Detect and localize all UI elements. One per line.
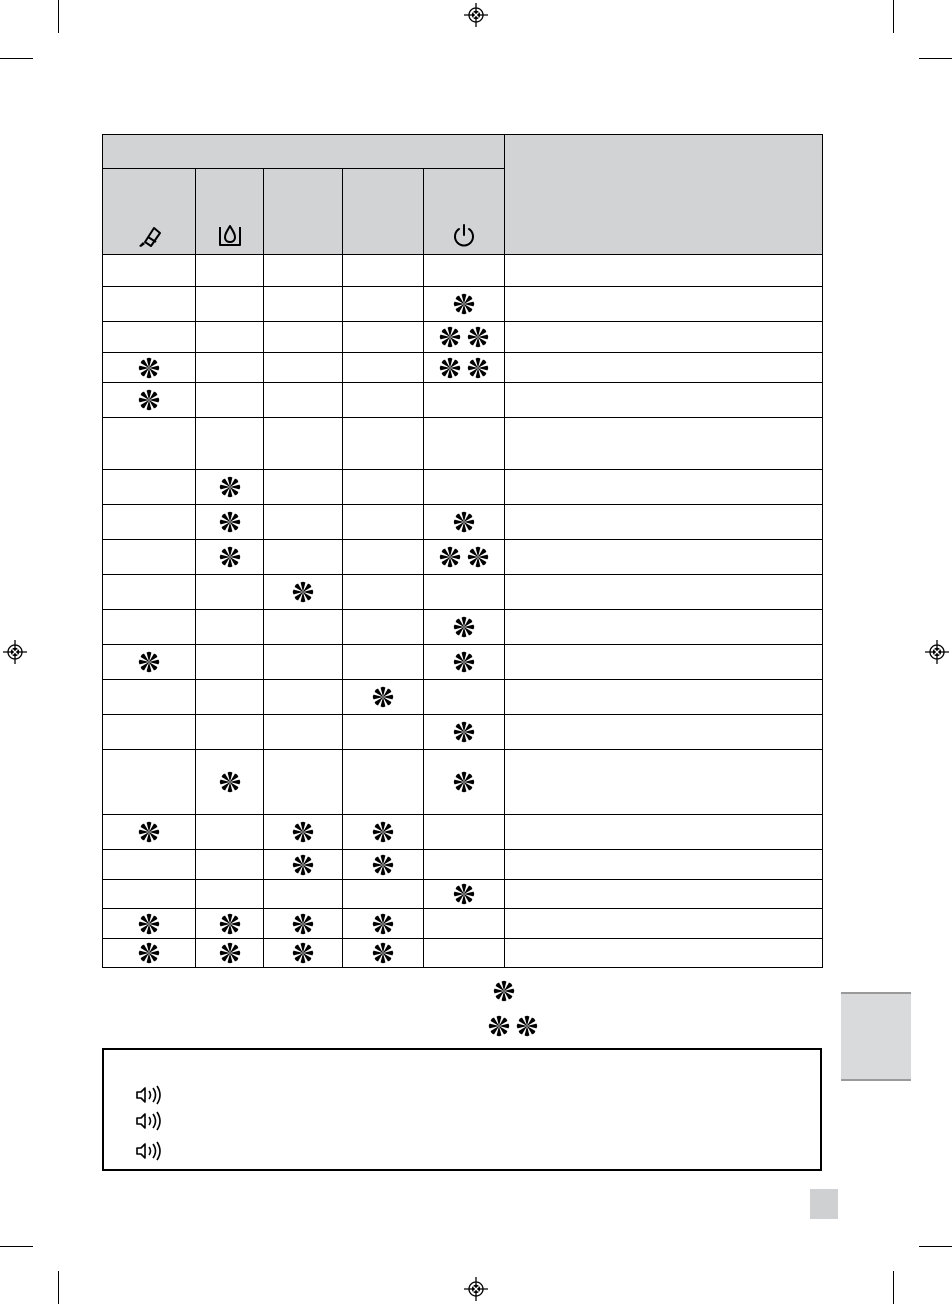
blink-asterisk-icon	[137, 650, 161, 674]
blink-asterisk-icon	[452, 650, 476, 674]
blink-asterisk-icon	[371, 941, 395, 965]
indicator-cell	[424, 470, 505, 505]
indicator-cell	[103, 909, 196, 939]
indicator-cell	[103, 383, 196, 418]
crop-mark	[58, 0, 59, 33]
table-row	[103, 255, 823, 287]
indicator-cell	[264, 680, 343, 715]
indicator-cell	[424, 680, 505, 715]
blink-asterisk-icon	[371, 912, 395, 936]
blink-asterisk-icon	[466, 356, 490, 380]
indicator-cell	[264, 540, 343, 575]
blink-asterisk-icon	[452, 720, 476, 744]
indicator-cell	[196, 470, 264, 505]
table-row	[103, 750, 823, 815]
indicator-cell	[103, 610, 196, 645]
page-number-box	[810, 1189, 838, 1219]
indicator-cell	[343, 750, 424, 815]
blink-asterisk-icon	[515, 1014, 539, 1038]
description-cell	[505, 610, 823, 645]
description-cell	[505, 505, 823, 540]
table-row	[103, 715, 823, 750]
blink-asterisk-icon	[452, 615, 476, 639]
description-cell	[505, 418, 823, 470]
blink-asterisk-icon	[137, 912, 161, 936]
registration-mark-icon	[925, 640, 949, 664]
indicator-cell	[196, 645, 264, 680]
indicator-cell	[424, 909, 505, 939]
blink-asterisk-icon	[137, 388, 161, 412]
table-row	[103, 815, 823, 850]
indicator-cell	[343, 255, 424, 287]
indicator-cell	[343, 715, 424, 750]
indicator-cell	[343, 418, 424, 470]
description-cell	[505, 880, 823, 909]
description-cell	[505, 470, 823, 505]
eraser-icon	[136, 222, 162, 248]
indicator-cell	[196, 255, 264, 287]
indicator-cell	[264, 505, 343, 540]
speaker-icon	[134, 1109, 164, 1133]
blink-asterisk-icon	[452, 770, 476, 794]
indicator-cell	[343, 645, 424, 680]
indicator-cell	[343, 353, 424, 383]
indicator-cell	[264, 470, 343, 505]
blink-asterisk-icon	[492, 979, 516, 1003]
indicator-cell	[264, 610, 343, 645]
indicator-cell	[424, 575, 505, 610]
indicator-cell	[424, 645, 505, 680]
indicator-cell	[264, 715, 343, 750]
table-row	[103, 322, 823, 353]
blink-asterisk-icon	[466, 325, 490, 349]
indicator-cell	[343, 322, 424, 353]
blink-asterisk-icon	[452, 292, 476, 316]
table-row	[103, 353, 823, 383]
description-cell	[505, 815, 823, 850]
indicator-cell	[196, 909, 264, 939]
indicator-cell	[424, 939, 505, 968]
blink-asterisk-icon	[291, 820, 315, 844]
indicator-cell	[196, 383, 264, 418]
indicator-cell	[103, 815, 196, 850]
indicator-cell	[424, 715, 505, 750]
indicator-cell	[196, 750, 264, 815]
crop-mark	[0, 1246, 33, 1247]
description-cell	[505, 909, 823, 939]
table-row	[103, 880, 823, 909]
legend-double-blink	[485, 1014, 541, 1038]
indicator-cell	[196, 850, 264, 880]
indicator-cell	[264, 815, 343, 850]
indicator-cell	[264, 939, 343, 968]
indicator-cell	[103, 880, 196, 909]
indicator-cell	[343, 815, 424, 850]
table-row	[103, 610, 823, 645]
description-cell	[505, 255, 823, 287]
water-drop-icon	[217, 222, 243, 248]
indicator-cell	[196, 353, 264, 383]
blink-asterisk-icon	[466, 545, 490, 569]
indicator-cell	[196, 939, 264, 968]
note-box	[102, 1048, 822, 1171]
header-col3-cell	[264, 169, 343, 255]
indicator-cell	[196, 418, 264, 470]
table-row	[103, 540, 823, 575]
indicator-cell	[343, 470, 424, 505]
indicator-cell	[196, 680, 264, 715]
description-cell	[505, 939, 823, 968]
indicator-cell	[103, 470, 196, 505]
table-row	[103, 909, 823, 939]
speaker-icon	[134, 1083, 164, 1107]
header-col4-cell	[343, 169, 424, 255]
indicator-cell	[343, 680, 424, 715]
indicator-cell	[343, 909, 424, 939]
indicator-cell	[424, 353, 505, 383]
indicator-cell	[103, 322, 196, 353]
blink-asterisk-icon	[371, 853, 395, 877]
indicator-cell	[264, 255, 343, 287]
indicator-cell	[424, 610, 505, 645]
description-cell	[505, 383, 823, 418]
blink-asterisk-icon	[218, 912, 242, 936]
indicator-cell	[103, 540, 196, 575]
table-row	[103, 680, 823, 715]
indicator-cell	[424, 815, 505, 850]
description-cell	[505, 575, 823, 610]
blink-asterisk-icon	[438, 356, 462, 380]
power-icon	[451, 222, 477, 248]
indicator-cell	[424, 383, 505, 418]
header-description-cell	[505, 135, 823, 255]
indicator-cell	[424, 540, 505, 575]
table-row	[103, 939, 823, 968]
indicator-cell	[196, 322, 264, 353]
indicator-cell	[424, 322, 505, 353]
indicator-cell	[103, 850, 196, 880]
indicator-cell	[343, 505, 424, 540]
blink-asterisk-icon	[137, 941, 161, 965]
indicator-cell	[196, 715, 264, 750]
table-row	[103, 418, 823, 470]
indicator-cell	[424, 750, 505, 815]
blink-asterisk-icon	[452, 510, 476, 534]
indicator-cell	[264, 880, 343, 909]
indicator-cell	[264, 850, 343, 880]
indicator-cell	[264, 322, 343, 353]
blink-asterisk-icon	[218, 770, 242, 794]
crop-mark	[919, 1246, 952, 1247]
table-row	[103, 287, 823, 322]
blink-asterisk-icon	[291, 912, 315, 936]
table-row	[103, 505, 823, 540]
table-row	[103, 850, 823, 880]
indicator-cell	[196, 287, 264, 322]
indicator-cell	[424, 418, 505, 470]
indicator-cell	[103, 750, 196, 815]
description-cell	[505, 715, 823, 750]
registration-mark-icon	[464, 3, 488, 27]
blink-asterisk-icon	[218, 545, 242, 569]
indicator-cell	[424, 880, 505, 909]
header-water-cell	[196, 169, 264, 255]
indicator-cell	[343, 850, 424, 880]
blink-asterisk-icon	[291, 853, 315, 877]
indicator-cell	[103, 715, 196, 750]
blink-asterisk-icon	[137, 820, 161, 844]
crop-mark	[919, 58, 952, 59]
indicator-cell	[424, 850, 505, 880]
indicator-cell	[196, 880, 264, 909]
description-cell	[505, 750, 823, 815]
description-cell	[505, 540, 823, 575]
indicator-cell	[264, 645, 343, 680]
crop-mark	[0, 58, 33, 59]
crop-mark	[893, 0, 894, 33]
blink-asterisk-icon	[291, 580, 315, 604]
indicator-cell	[424, 255, 505, 287]
table-row	[103, 383, 823, 418]
blink-asterisk-icon	[487, 1014, 511, 1038]
indicator-table	[102, 134, 823, 968]
crop-mark	[893, 1271, 894, 1304]
registration-mark-icon	[3, 640, 27, 664]
blink-asterisk-icon	[137, 356, 161, 380]
blink-asterisk-icon	[218, 510, 242, 534]
section-tab	[841, 992, 911, 1081]
table-header-row	[103, 135, 823, 169]
indicator-cell	[103, 353, 196, 383]
indicator-cell	[264, 287, 343, 322]
description-cell	[505, 850, 823, 880]
indicator-cell	[103, 287, 196, 322]
indicator-cell	[103, 645, 196, 680]
header-group-cell	[103, 135, 505, 169]
indicator-cell	[103, 680, 196, 715]
description-cell	[505, 287, 823, 322]
blink-asterisk-icon	[438, 545, 462, 569]
blink-asterisk-icon	[371, 685, 395, 709]
indicator-cell	[424, 505, 505, 540]
indicator-cell	[264, 383, 343, 418]
blink-asterisk-icon	[291, 941, 315, 965]
table-row	[103, 575, 823, 610]
indicator-cell	[343, 540, 424, 575]
indicator-cell	[264, 418, 343, 470]
indicator-cell	[103, 255, 196, 287]
indicator-cell	[196, 575, 264, 610]
blink-asterisk-icon	[371, 820, 395, 844]
table-row	[103, 470, 823, 505]
description-cell	[505, 680, 823, 715]
indicator-cell	[103, 505, 196, 540]
indicator-cell	[103, 418, 196, 470]
indicator-cell	[264, 909, 343, 939]
indicator-cell	[196, 540, 264, 575]
indicator-cell	[424, 287, 505, 322]
registration-mark-icon	[464, 1277, 488, 1301]
indicator-cell	[343, 939, 424, 968]
indicator-cell	[103, 939, 196, 968]
blink-asterisk-icon	[218, 941, 242, 965]
indicator-cell	[343, 287, 424, 322]
indicator-cell	[343, 575, 424, 610]
speaker-icon	[134, 1139, 164, 1163]
indicator-cell	[264, 353, 343, 383]
indicator-cell	[196, 505, 264, 540]
indicator-cell	[264, 575, 343, 610]
indicator-cell	[264, 750, 343, 815]
indicator-cell	[196, 815, 264, 850]
description-cell	[505, 353, 823, 383]
crop-mark	[58, 1271, 59, 1304]
legend-single-blink	[490, 979, 518, 1003]
indicator-cell	[343, 610, 424, 645]
indicator-cell	[103, 575, 196, 610]
table-row	[103, 645, 823, 680]
indicator-cell	[343, 880, 424, 909]
indicator-cell	[343, 383, 424, 418]
indicator-cell	[196, 610, 264, 645]
header-eraser-cell	[103, 169, 196, 255]
header-power-cell	[424, 169, 505, 255]
description-cell	[505, 322, 823, 353]
blink-asterisk-icon	[438, 325, 462, 349]
blink-asterisk-icon	[452, 882, 476, 906]
blink-asterisk-icon	[218, 475, 242, 499]
description-cell	[505, 645, 823, 680]
